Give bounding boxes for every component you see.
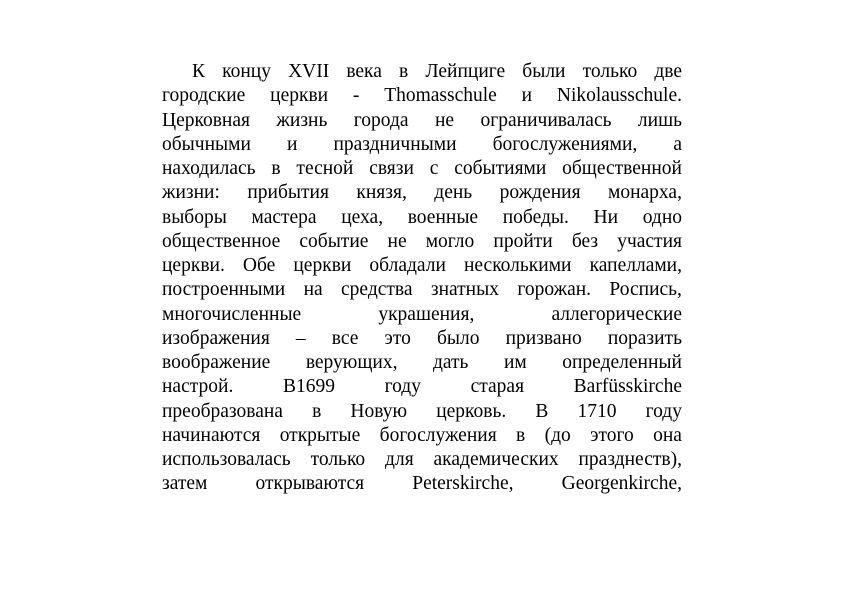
word: только <box>310 449 366 470</box>
word: находилась <box>162 158 256 179</box>
word: день <box>434 182 473 204</box>
word: без <box>571 230 599 252</box>
word: с <box>429 158 439 179</box>
text-line <box>162 448 682 472</box>
word: общественной <box>562 158 682 179</box>
text-line <box>162 133 682 157</box>
word: году <box>645 400 682 422</box>
word: начинаются <box>162 424 261 446</box>
word: – <box>295 327 306 349</box>
word: военные <box>407 206 479 228</box>
word: Thomasschule <box>384 85 497 107</box>
word: в <box>271 158 281 179</box>
word: были <box>522 61 566 82</box>
word: воображение <box>162 352 271 373</box>
word: могло <box>425 230 475 252</box>
word: было <box>436 327 480 349</box>
word: знатных <box>430 279 499 301</box>
word: жизни: <box>162 182 220 204</box>
word: богослужения <box>379 424 497 446</box>
word: средства <box>341 279 413 301</box>
word: Ни <box>593 206 619 228</box>
text-line <box>162 181 682 205</box>
word: богослужениями, <box>492 133 638 155</box>
word: церковь. <box>436 400 507 422</box>
word: им <box>503 352 527 373</box>
word: одно <box>642 206 682 228</box>
word: Роспись, <box>609 279 682 301</box>
word: только <box>582 61 638 82</box>
word: века <box>346 61 382 82</box>
word: участия <box>617 230 682 252</box>
word: Peterskirche, <box>412 473 514 495</box>
word: Barfüsskirche <box>573 376 682 398</box>
text-line <box>162 400 682 424</box>
word: открываются <box>255 473 365 495</box>
word: в <box>312 400 322 422</box>
word: обладали <box>369 255 446 276</box>
word: а <box>673 133 682 155</box>
word: и <box>286 133 298 155</box>
word: выборы <box>162 206 227 228</box>
text-line <box>162 206 682 230</box>
word: В1699 <box>282 376 335 398</box>
word: церкви <box>270 85 329 107</box>
word: настрой. <box>162 376 234 398</box>
word: она <box>653 424 682 446</box>
word: изображения <box>162 327 270 349</box>
word: князя, <box>356 182 407 204</box>
word: не <box>387 230 407 252</box>
word: городские <box>162 85 246 107</box>
word: церкви. <box>162 255 225 276</box>
word: монарха, <box>608 182 682 204</box>
text-line <box>162 254 682 278</box>
word: это <box>384 327 411 349</box>
text-line <box>162 375 682 399</box>
word: и <box>521 85 533 107</box>
word: ограничивалась <box>480 109 612 131</box>
word: в <box>516 424 526 446</box>
word: пройти <box>493 230 553 252</box>
word: концу <box>222 61 271 82</box>
word: дать <box>432 352 469 373</box>
word: празднеств), <box>578 449 682 470</box>
text-line <box>162 424 682 448</box>
word: В <box>535 400 549 422</box>
word: году <box>384 376 421 398</box>
word: жизнь <box>276 109 328 131</box>
word: обычными <box>162 133 251 155</box>
word: прибытия <box>247 182 329 204</box>
text-line <box>162 109 682 133</box>
word: две <box>654 61 682 82</box>
word: событие <box>299 230 369 252</box>
word: украшения, <box>378 303 475 325</box>
word: тесной <box>296 158 354 179</box>
word: призвано <box>505 327 582 349</box>
word: многочисленные <box>162 303 302 325</box>
word: города <box>353 109 409 131</box>
word: цеха, <box>341 206 384 228</box>
word: верующих, <box>305 352 398 373</box>
word: этого <box>590 424 634 446</box>
word: лишь <box>637 109 682 131</box>
word: открытые <box>279 424 361 446</box>
word: все <box>331 327 359 349</box>
word: затем <box>162 473 208 495</box>
word: для <box>385 449 414 470</box>
word: Обе <box>242 255 276 276</box>
word: церкви <box>293 255 352 276</box>
text-line <box>162 230 682 254</box>
word: победы. <box>502 206 569 228</box>
text-line <box>162 351 682 375</box>
word: - <box>352 85 360 107</box>
word: преобразована <box>162 400 283 422</box>
word: академических <box>433 449 559 470</box>
text-line <box>162 303 682 327</box>
word: капеллами, <box>589 255 682 276</box>
text-line <box>162 84 682 108</box>
word: связи <box>369 158 414 179</box>
word: несколькими <box>463 255 572 276</box>
word: Nikolausschule. <box>556 85 682 107</box>
text-line <box>162 278 682 302</box>
word: Церковная <box>162 109 250 131</box>
word: поразить <box>607 327 682 349</box>
word: Лейпциге <box>425 61 506 82</box>
word: праздничными <box>333 133 457 155</box>
word: определенный <box>562 352 682 373</box>
word: горожан. <box>517 279 592 301</box>
text-line <box>162 157 682 181</box>
word: не <box>435 109 455 131</box>
word: использовалась <box>162 449 291 470</box>
word: рождения <box>499 182 581 204</box>
word: Новую <box>350 400 408 422</box>
word: XVII <box>288 61 330 82</box>
word: К <box>192 61 206 82</box>
text-line <box>162 472 682 496</box>
word: аллегорические <box>551 303 682 325</box>
word: в <box>399 61 409 82</box>
word: мастера <box>251 206 317 228</box>
paragraph <box>162 60 682 497</box>
word: на <box>303 279 323 301</box>
word: старая <box>470 376 525 398</box>
word: (до <box>544 424 571 446</box>
word: 1710 <box>577 400 617 422</box>
word: Georgenkirche, <box>561 473 682 495</box>
text-line <box>162 60 682 84</box>
word: общественное <box>162 230 281 252</box>
text-line <box>162 327 682 351</box>
word: событиями <box>454 158 547 179</box>
word: построенными <box>162 279 286 301</box>
